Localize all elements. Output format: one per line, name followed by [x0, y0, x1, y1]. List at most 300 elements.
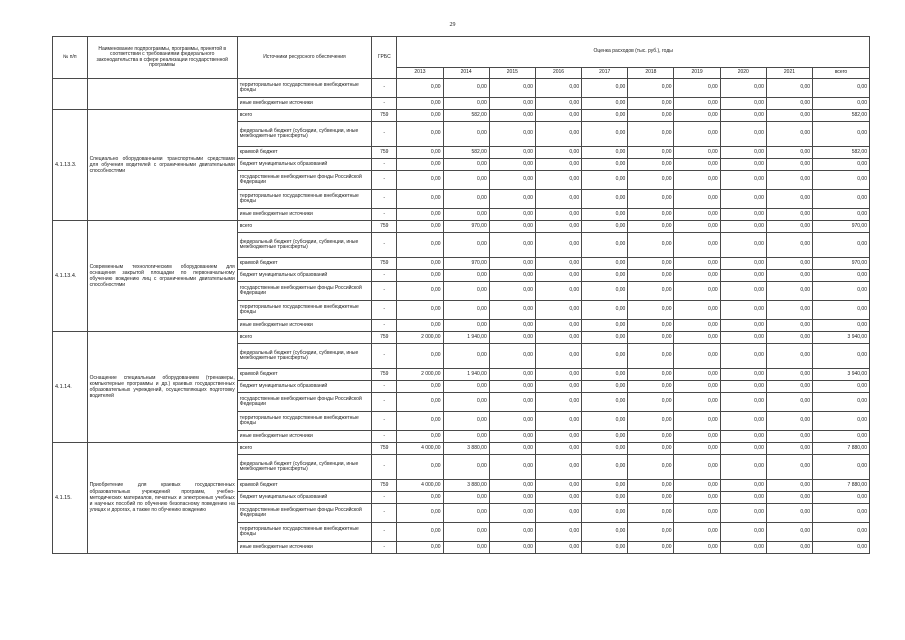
value-cell: 0,00: [535, 332, 581, 344]
value-cell: 4 000,00: [397, 480, 443, 492]
source-cell: всего: [237, 443, 371, 455]
value-cell: 0,00: [582, 301, 628, 320]
header-year: 2021: [766, 68, 812, 79]
value-cell: 0,00: [720, 233, 766, 258]
value-cell: 0,00: [582, 523, 628, 542]
grbs-cell: 759: [372, 332, 397, 344]
value-cell: 0,00: [397, 159, 443, 171]
value-cell: 0,00: [489, 110, 535, 122]
value-cell: 0,00: [628, 381, 674, 393]
value-cell: 0,00: [535, 301, 581, 320]
value-cell: 0,00: [674, 431, 720, 443]
grbs-cell: -: [372, 171, 397, 190]
value-cell: 0,00: [628, 110, 674, 122]
value-cell: 0,00: [628, 147, 674, 159]
grbs-cell: -: [372, 523, 397, 542]
value-cell: 0,00: [720, 301, 766, 320]
value-cell: 0,00: [443, 492, 489, 504]
value-cell: 0,00: [582, 98, 628, 110]
value-cell: 0,00: [582, 282, 628, 301]
value-cell: 0,00: [535, 523, 581, 542]
source-cell: территориальные государственные внебюджетные фонды: [237, 79, 371, 98]
value-cell: 0,00: [489, 480, 535, 492]
value-cell: 0,00: [674, 221, 720, 233]
source-cell: государственные внебюджетные фонды Российской Федерации: [237, 171, 371, 190]
value-cell: 0,00: [443, 159, 489, 171]
value-cell: 0,00: [535, 412, 581, 431]
value-cell: 0,00: [674, 301, 720, 320]
grbs-cell: -: [372, 233, 397, 258]
value-cell: 0,00: [443, 381, 489, 393]
value-cell: 0,00: [489, 504, 535, 523]
value-cell: 0,00: [813, 412, 870, 431]
value-cell: 0,00: [766, 412, 812, 431]
value-cell: 0,00: [535, 381, 581, 393]
value-cell: 0,00: [535, 431, 581, 443]
grbs-cell: -: [372, 455, 397, 480]
value-cell: 0,00: [720, 542, 766, 554]
value-cell: 0,00: [582, 492, 628, 504]
header-year: 2016: [535, 68, 581, 79]
value-cell: 0,00: [674, 412, 720, 431]
value-cell: 582,00: [813, 110, 870, 122]
grbs-cell: 759: [372, 369, 397, 381]
header-program-name: Наименование подпрограммы, программы, принятой в соответствии с требованиями федерального законодательства в сфере реализации государственной программы: [87, 37, 237, 79]
value-cell: 0,00: [397, 504, 443, 523]
value-cell: 0,00: [443, 122, 489, 147]
value-cell: 0,00: [813, 209, 870, 221]
value-cell: 0,00: [720, 344, 766, 369]
source-cell: территориальные государственные внебюджетные фонды: [237, 523, 371, 542]
value-cell: 0,00: [720, 523, 766, 542]
value-cell: 0,00: [674, 98, 720, 110]
header-year: 2015: [489, 68, 535, 79]
value-cell: 0,00: [582, 147, 628, 159]
value-cell: 0,00: [766, 301, 812, 320]
continued-name-cell: [87, 79, 237, 110]
value-cell: 0,00: [720, 122, 766, 147]
value-cell: 0,00: [766, 209, 812, 221]
value-cell: 0,00: [443, 270, 489, 282]
value-cell: 0,00: [443, 320, 489, 332]
value-cell: 0,00: [397, 381, 443, 393]
grbs-cell: -: [372, 381, 397, 393]
value-cell: 0,00: [720, 171, 766, 190]
value-cell: 582,00: [443, 147, 489, 159]
grbs-cell: 759: [372, 147, 397, 159]
value-cell: 0,00: [628, 393, 674, 412]
value-cell: 3 940,00: [813, 369, 870, 381]
value-cell: 0,00: [766, 282, 812, 301]
value-cell: 0,00: [813, 320, 870, 332]
value-cell: 0,00: [674, 320, 720, 332]
value-cell: 0,00: [720, 147, 766, 159]
source-cell: краевой бюджет: [237, 369, 371, 381]
value-cell: 0,00: [582, 443, 628, 455]
value-cell: 0,00: [535, 504, 581, 523]
table-row: [53, 221, 870, 233]
value-cell: 0,00: [443, 282, 489, 301]
value-cell: 0,00: [628, 171, 674, 190]
value-cell: 0,00: [674, 344, 720, 369]
value-cell: 0,00: [674, 332, 720, 344]
table-body: [53, 79, 870, 554]
value-cell: 0,00: [489, 190, 535, 209]
source-cell: иные внебюджетные источники: [237, 98, 371, 110]
header-year: 2020: [720, 68, 766, 79]
grbs-cell: -: [372, 431, 397, 443]
table-row: [53, 332, 870, 344]
value-cell: 0,00: [535, 282, 581, 301]
value-cell: 0,00: [443, 393, 489, 412]
value-cell: 0,00: [674, 381, 720, 393]
value-cell: 0,00: [397, 412, 443, 431]
value-cell: 0,00: [628, 332, 674, 344]
value-cell: 970,00: [813, 258, 870, 270]
value-cell: 0,00: [674, 233, 720, 258]
value-cell: 0,00: [628, 282, 674, 301]
value-cell: 0,00: [628, 492, 674, 504]
value-cell: 0,00: [674, 393, 720, 412]
value-cell: 0,00: [489, 98, 535, 110]
value-cell: 0,00: [813, 455, 870, 480]
value-cell: 970,00: [813, 221, 870, 233]
grbs-cell: -: [372, 79, 397, 98]
value-cell: 582,00: [813, 147, 870, 159]
source-cell: бюджет муниципальных образований: [237, 492, 371, 504]
value-cell: 0,00: [813, 190, 870, 209]
item-number: 4.1.13.4.: [53, 221, 88, 332]
value-cell: 0,00: [397, 147, 443, 159]
value-cell: 0,00: [813, 542, 870, 554]
value-cell: 0,00: [489, 282, 535, 301]
value-cell: 0,00: [535, 492, 581, 504]
value-cell: 0,00: [489, 122, 535, 147]
value-cell: 0,00: [813, 381, 870, 393]
value-cell: 0,00: [720, 282, 766, 301]
header-year: всего: [813, 68, 870, 79]
value-cell: 2 000,00: [397, 369, 443, 381]
value-cell: 0,00: [582, 221, 628, 233]
source-cell: краевой бюджет: [237, 147, 371, 159]
value-cell: 0,00: [535, 443, 581, 455]
item-number: 4.1.15.: [53, 443, 88, 554]
value-cell: 0,00: [720, 79, 766, 98]
grbs-cell: -: [372, 159, 397, 171]
value-cell: 4 000,00: [397, 443, 443, 455]
source-cell: федеральный бюджет (субсидии, субвенции, иные межбюджетные трансферты): [237, 455, 371, 480]
value-cell: 0,00: [766, 431, 812, 443]
header-year: 2013: [397, 68, 443, 79]
source-cell: федеральный бюджет (субсидии, субвенции, иные межбюджетные трансферты): [237, 344, 371, 369]
value-cell: 0,00: [443, 190, 489, 209]
value-cell: 0,00: [582, 344, 628, 369]
item-number: 4.1.14.: [53, 332, 88, 443]
value-cell: 0,00: [535, 221, 581, 233]
value-cell: 0,00: [582, 233, 628, 258]
value-cell: 0,00: [628, 480, 674, 492]
value-cell: 0,00: [628, 369, 674, 381]
source-cell: бюджет муниципальных образований: [237, 381, 371, 393]
value-cell: 0,00: [582, 431, 628, 443]
value-cell: 0,00: [397, 344, 443, 369]
value-cell: 0,00: [397, 98, 443, 110]
source-cell: бюджет муниципальных образований: [237, 270, 371, 282]
value-cell: 0,00: [489, 523, 535, 542]
source-cell: иные внебюджетные источники: [237, 542, 371, 554]
value-cell: 0,00: [766, 443, 812, 455]
value-cell: 0,00: [720, 455, 766, 480]
source-cell: краевой бюджет: [237, 258, 371, 270]
value-cell: 3 880,00: [443, 443, 489, 455]
header-grbs: ГРБС: [372, 37, 397, 79]
item-description: Оснащение специальным оборудованием (тренажеры, компьютерные программы и др.) краевых государственных образовательных учреждений, осуществляющих подготовку водителей: [87, 332, 237, 443]
grbs-cell: -: [372, 122, 397, 147]
value-cell: 0,00: [443, 504, 489, 523]
value-cell: 0,00: [443, 542, 489, 554]
value-cell: 0,00: [489, 443, 535, 455]
value-cell: 0,00: [766, 344, 812, 369]
value-cell: 0,00: [674, 258, 720, 270]
value-cell: 0,00: [397, 542, 443, 554]
value-cell: 0,00: [535, 393, 581, 412]
value-cell: 0,00: [628, 412, 674, 431]
value-cell: 0,00: [535, 542, 581, 554]
value-cell: 0,00: [582, 455, 628, 480]
value-cell: 0,00: [813, 504, 870, 523]
value-cell: 0,00: [582, 79, 628, 98]
value-cell: 0,00: [489, 258, 535, 270]
value-cell: 0,00: [813, 79, 870, 98]
value-cell: 0,00: [628, 431, 674, 443]
value-cell: 7 880,00: [813, 443, 870, 455]
value-cell: 0,00: [397, 122, 443, 147]
value-cell: 2 000,00: [397, 332, 443, 344]
grbs-cell: -: [372, 301, 397, 320]
table-header: [53, 37, 870, 79]
page-number: 29: [449, 22, 456, 28]
value-cell: 0,00: [720, 443, 766, 455]
grbs-cell: -: [372, 492, 397, 504]
value-cell: 0,00: [628, 79, 674, 98]
value-cell: 3 940,00: [813, 332, 870, 344]
value-cell: 0,00: [674, 480, 720, 492]
source-cell: государственные внебюджетные фонды Российской Федерации: [237, 393, 371, 412]
value-cell: 3 880,00: [443, 480, 489, 492]
value-cell: 0,00: [720, 369, 766, 381]
value-cell: 0,00: [720, 258, 766, 270]
value-cell: 0,00: [766, 393, 812, 412]
continued-number-cell: [53, 79, 88, 110]
source-cell: федеральный бюджет (субсидии, субвенции, иные межбюджетные трансферты): [237, 122, 371, 147]
value-cell: 0,00: [628, 270, 674, 282]
value-cell: 0,00: [628, 504, 674, 523]
budget-table: [52, 36, 870, 554]
value-cell: 0,00: [535, 480, 581, 492]
value-cell: 0,00: [766, 332, 812, 344]
value-cell: 0,00: [397, 393, 443, 412]
value-cell: 0,00: [397, 282, 443, 301]
value-cell: 0,00: [674, 190, 720, 209]
value-cell: 0,00: [813, 233, 870, 258]
value-cell: 0,00: [628, 320, 674, 332]
source-cell: государственные внебюджетные фонды Российской Федерации: [237, 504, 371, 523]
grbs-cell: -: [372, 190, 397, 209]
value-cell: 0,00: [397, 523, 443, 542]
grbs-cell: -: [372, 98, 397, 110]
value-cell: 0,00: [443, 431, 489, 443]
value-cell: 0,00: [489, 171, 535, 190]
value-cell: 582,00: [443, 110, 489, 122]
value-cell: 0,00: [674, 122, 720, 147]
value-cell: 0,00: [582, 171, 628, 190]
value-cell: 0,00: [535, 320, 581, 332]
value-cell: 0,00: [489, 301, 535, 320]
value-cell: 0,00: [766, 270, 812, 282]
value-cell: 0,00: [489, 455, 535, 480]
value-cell: 0,00: [443, 233, 489, 258]
value-cell: 0,00: [489, 332, 535, 344]
value-cell: 0,00: [397, 270, 443, 282]
value-cell: 0,00: [766, 480, 812, 492]
item-description: Современным технологическим оборудованием для оснащения закрытой площадки по первоначальному обучению вождению лиц с ограниченными двигательными способностями: [87, 221, 237, 332]
grbs-cell: -: [372, 393, 397, 412]
value-cell: 0,00: [582, 542, 628, 554]
source-cell: территориальные государственные внебюджетные фонды: [237, 412, 371, 431]
value-cell: 0,00: [397, 209, 443, 221]
value-cell: 0,00: [489, 344, 535, 369]
value-cell: 0,00: [674, 110, 720, 122]
value-cell: 0,00: [535, 171, 581, 190]
source-cell: федеральный бюджет (субсидии, субвенции, иные межбюджетные трансферты): [237, 233, 371, 258]
value-cell: 0,00: [535, 258, 581, 270]
value-cell: 0,00: [443, 523, 489, 542]
value-cell: 0,00: [489, 412, 535, 431]
value-cell: 0,00: [720, 270, 766, 282]
value-cell: 0,00: [443, 98, 489, 110]
value-cell: 0,00: [582, 412, 628, 431]
value-cell: 0,00: [397, 455, 443, 480]
value-cell: 0,00: [628, 301, 674, 320]
value-cell: 0,00: [720, 412, 766, 431]
header-source: Источники ресурсного обеспечения: [237, 37, 371, 79]
source-cell: краевой бюджет: [237, 480, 371, 492]
value-cell: 0,00: [628, 542, 674, 554]
value-cell: 0,00: [628, 455, 674, 480]
value-cell: 0,00: [397, 79, 443, 98]
value-cell: 1 940,00: [443, 332, 489, 344]
value-cell: 0,00: [720, 480, 766, 492]
value-cell: 0,00: [535, 122, 581, 147]
value-cell: 0,00: [766, 190, 812, 209]
value-cell: 0,00: [489, 221, 535, 233]
header-year: 2017: [582, 68, 628, 79]
grbs-cell: -: [372, 504, 397, 523]
value-cell: 0,00: [766, 147, 812, 159]
value-cell: 0,00: [397, 431, 443, 443]
value-cell: 0,00: [813, 159, 870, 171]
grbs-cell: 759: [372, 110, 397, 122]
value-cell: 0,00: [397, 221, 443, 233]
value-cell: 0,00: [766, 221, 812, 233]
grbs-cell: -: [372, 282, 397, 301]
value-cell: 0,00: [582, 258, 628, 270]
value-cell: 0,00: [582, 393, 628, 412]
value-cell: 0,00: [720, 492, 766, 504]
value-cell: 0,00: [397, 233, 443, 258]
value-cell: 0,00: [766, 504, 812, 523]
value-cell: 0,00: [443, 301, 489, 320]
value-cell: 0,00: [535, 209, 581, 221]
value-cell: 0,00: [674, 159, 720, 171]
grbs-cell: 759: [372, 258, 397, 270]
value-cell: 0,00: [674, 523, 720, 542]
value-cell: 0,00: [720, 98, 766, 110]
value-cell: 0,00: [582, 369, 628, 381]
value-cell: 0,00: [628, 209, 674, 221]
value-cell: 0,00: [766, 523, 812, 542]
value-cell: 0,00: [628, 258, 674, 270]
value-cell: 970,00: [443, 258, 489, 270]
value-cell: 0,00: [674, 270, 720, 282]
value-cell: 0,00: [674, 209, 720, 221]
value-cell: 0,00: [535, 98, 581, 110]
value-cell: 0,00: [397, 301, 443, 320]
value-cell: 0,00: [766, 320, 812, 332]
value-cell: 0,00: [489, 233, 535, 258]
value-cell: 0,00: [766, 492, 812, 504]
value-cell: 0,00: [766, 79, 812, 98]
value-cell: 0,00: [628, 122, 674, 147]
value-cell: 0,00: [397, 258, 443, 270]
value-cell: 0,00: [397, 320, 443, 332]
value-cell: 0,00: [813, 171, 870, 190]
value-cell: 0,00: [535, 233, 581, 258]
value-cell: 0,00: [535, 147, 581, 159]
item-description: Приобретение для краевых государственных образовательных учреждений программ, учебно-методических материалов, печатных и электронных учебных и научных пособий по обучению безопасному поведению на улицах и дорогах, а также по обучению вождению: [87, 443, 237, 554]
value-cell: 0,00: [813, 301, 870, 320]
value-cell: 0,00: [582, 504, 628, 523]
value-cell: 0,00: [535, 110, 581, 122]
value-cell: 0,00: [535, 159, 581, 171]
value-cell: 0,00: [582, 159, 628, 171]
value-cell: 0,00: [674, 147, 720, 159]
value-cell: 0,00: [628, 233, 674, 258]
value-cell: 0,00: [766, 159, 812, 171]
source-cell: территориальные государственные внебюджетные фонды: [237, 301, 371, 320]
value-cell: 0,00: [766, 381, 812, 393]
value-cell: 0,00: [720, 381, 766, 393]
value-cell: 0,00: [489, 492, 535, 504]
value-cell: 0,00: [674, 504, 720, 523]
value-cell: 970,00: [443, 221, 489, 233]
value-cell: 0,00: [582, 209, 628, 221]
value-cell: 0,00: [628, 443, 674, 455]
value-cell: 0,00: [443, 79, 489, 98]
grbs-cell: -: [372, 270, 397, 282]
value-cell: 0,00: [628, 190, 674, 209]
header-year: 2014: [443, 68, 489, 79]
value-cell: 0,00: [674, 369, 720, 381]
source-cell: иные внебюджетные источники: [237, 320, 371, 332]
value-cell: 0,00: [720, 159, 766, 171]
value-cell: 0,00: [489, 79, 535, 98]
value-cell: 0,00: [674, 492, 720, 504]
header-year: 2018: [628, 68, 674, 79]
value-cell: 0,00: [582, 320, 628, 332]
value-cell: 0,00: [489, 320, 535, 332]
value-cell: 0,00: [582, 270, 628, 282]
